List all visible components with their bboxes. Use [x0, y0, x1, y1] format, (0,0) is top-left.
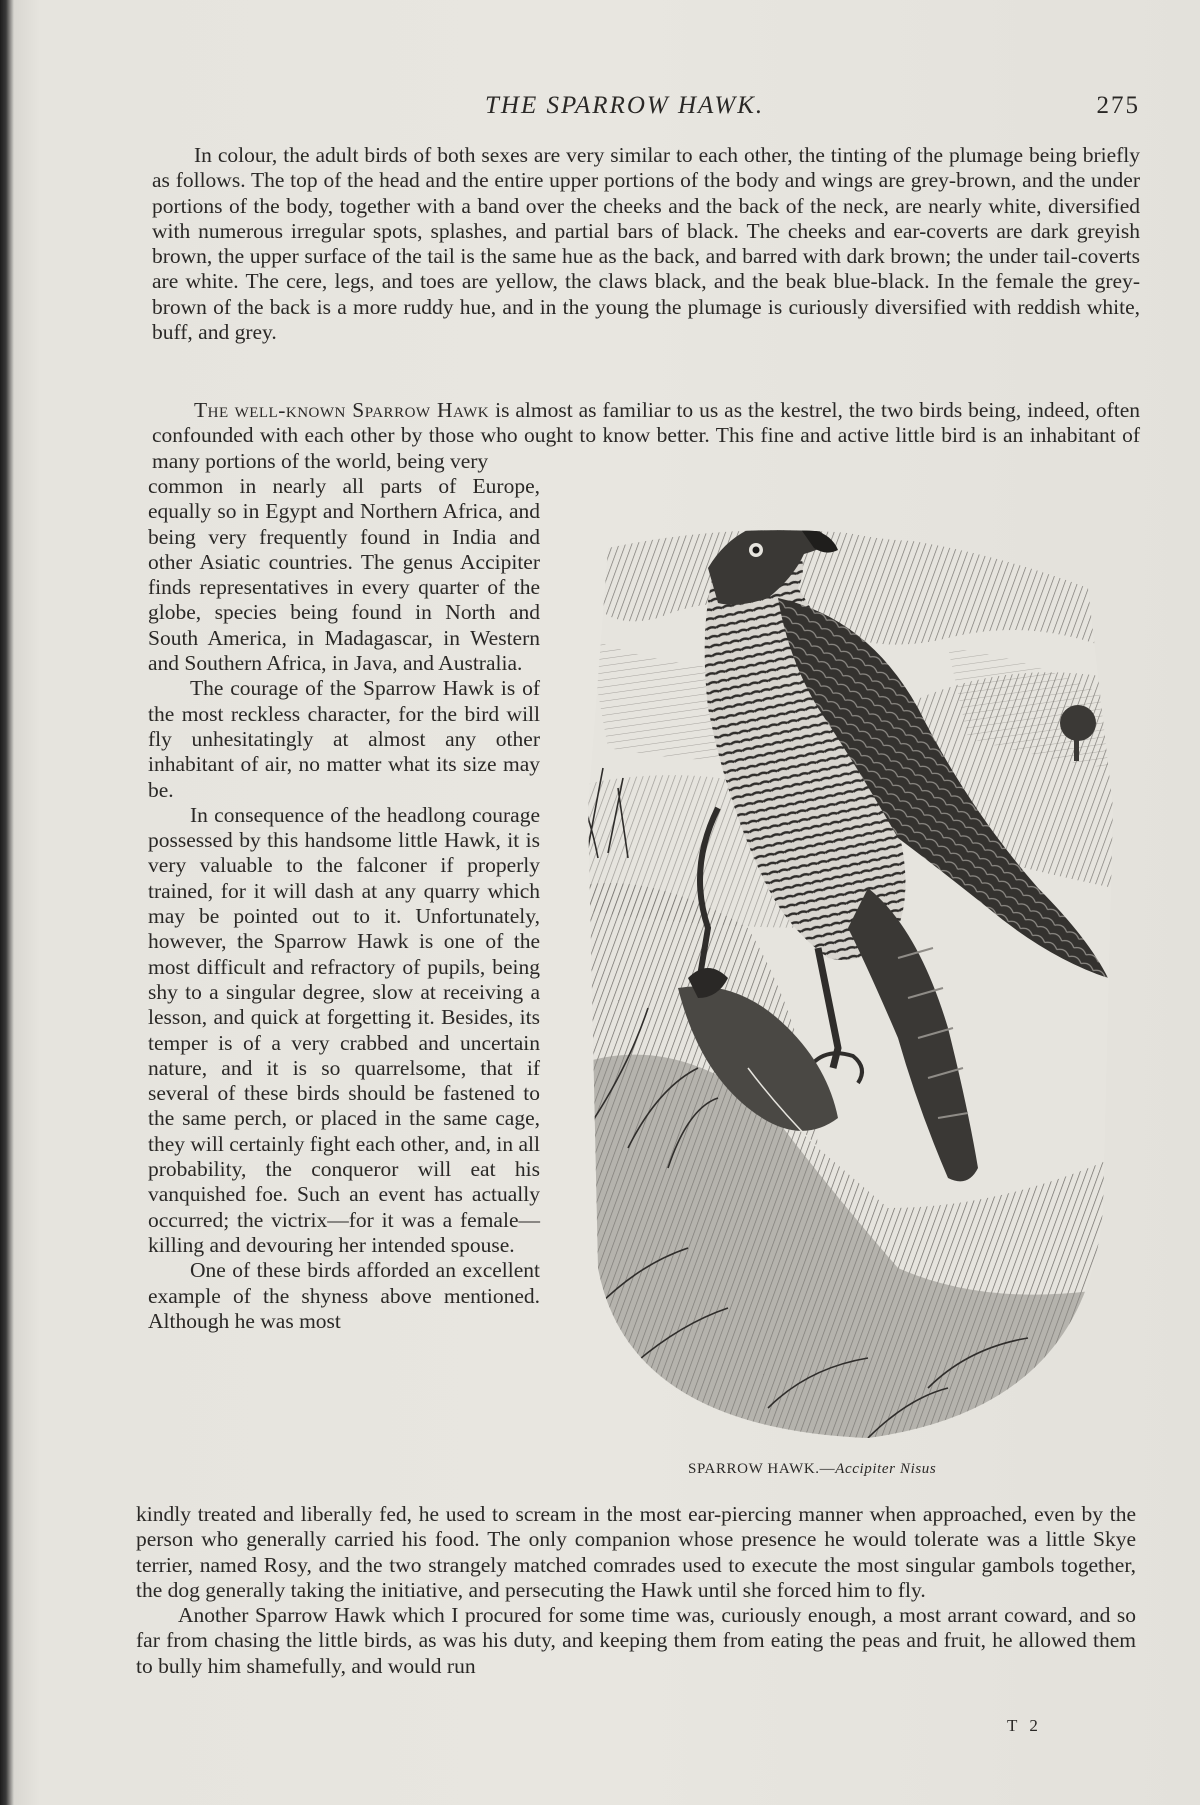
caption-title: SPARROW HAWK.— — [688, 1461, 836, 1477]
intro-wide: is almost as familiar to us as the kestrel, the two birds being, indeed, often confounded with each other by those who ought to know better. This fine and active little bird is an inhabitant of many portions of the world, being very — [152, 398, 1141, 473]
paragraph-another: Another Sparrow Hawk which I procured for some time was, curiously enough, a most arrant coward, and so far from chasing the little birds, as was his duty, and keeping them from eating the peas and fruit, he allowed them to bully him shamefully, and would run — [136, 1603, 1136, 1678]
intro-lead: The — [194, 398, 229, 422]
engraving-illustration — [568, 508, 1128, 1456]
paragraph-intro — [152, 398, 1140, 474]
sparrow-hawk-engraving — [568, 508, 1128, 1456]
signature-mark: T 2 — [1007, 1716, 1042, 1735]
text-bottom — [136, 1502, 1136, 1679]
paragraph-courage: The courage of the Sparrow Hawk is of the most reckless character, for the bird will fly unhesitatingly at almost any other inhabitant of air, no matter what its size may be. — [148, 676, 540, 802]
paragraph-intro-continued: common in nearly all parts of Europe, equally so in Egypt and Northern Africa, and being very frequently found in India and other Asiatic countries. The genus Accipiter finds representatives in every quarter of the globe, species being found in North and South America, in Madagascar, in Western and Southern Africa, in Java, and Australia. — [148, 474, 540, 676]
intro-name: well-known Sparrow Hawk — [234, 398, 490, 422]
paragraph-shyness-continued: kindly treated and liberally fed, he used to scream in the most ear-piercing manner when approached, even by the person who generally carried his food. The only companion whose presence he would tolerate was a little Skye terrier, named Rosy, and the two strangely matched comrades used to execute the most singular gambols together, the dog generally taking the initiative, and persecuting the Hawk until she forced him to fly. — [136, 1502, 1136, 1602]
figure-caption — [688, 1461, 936, 1478]
page-number: 275 — [1096, 92, 1140, 119]
running-title: THE SPARROW HAWK. — [485, 92, 765, 119]
caption-latin-name: Accipiter Nisus — [835, 1461, 937, 1477]
page-header — [150, 92, 1140, 128]
text-column-left — [148, 474, 540, 1334]
paragraph-shyness: One of these birds afforded an excellent example of the shyness above mentioned. Although he was most — [148, 1258, 540, 1333]
paragraph-consequence: In consequence of the headlong courage possessed by this handsome little Hawk, it is very valuable to the falconer if properly trained, for it will dash at any quarry which may be pointed out to it. Unfortunately, however, the Sparrow Hawk is one of the most difficult and refractory of pupils, being shy to a singular degree, slow at receiving a lesson, and quick at forgetting it. Besides, its temper is of a very crabbed and uncertain nature, and it is so quarrelsome, that if several of these birds should be fastened to the same perch, or placed in the same cage, they will certainly fight each other, and, in all probability, the conqueror will eat his vanquished foe. Such an event has actually occurred; the victrix—for it was a female—killing and devouring her intended spouse. — [148, 802, 540, 1257]
paragraph-colour: In colour, the adult birds of both sexes are very similar to each other, the tinting of the plumage being briefly as follows. The top of the head and the entire upper portions of the body and wings are grey-brown, and the under portions of the body, together with a band over the cheeks and the back of the neck, are nearly white, diversified with numerous irregular spots, splashes, and partial bars of black. The cheeks and ear-coverts are dark greyish brown, the upper surface of the tail is the same hue as the back, and barred with dark brown; the under tail-coverts are white. The cere, legs, and toes are yellow, the claws black, and the beak blue-black. In the female the grey-brown of the back is a more ruddy hue, and in the young the plumage is curiously diversified with reddish white, buff, and grey. — [152, 143, 1140, 345]
